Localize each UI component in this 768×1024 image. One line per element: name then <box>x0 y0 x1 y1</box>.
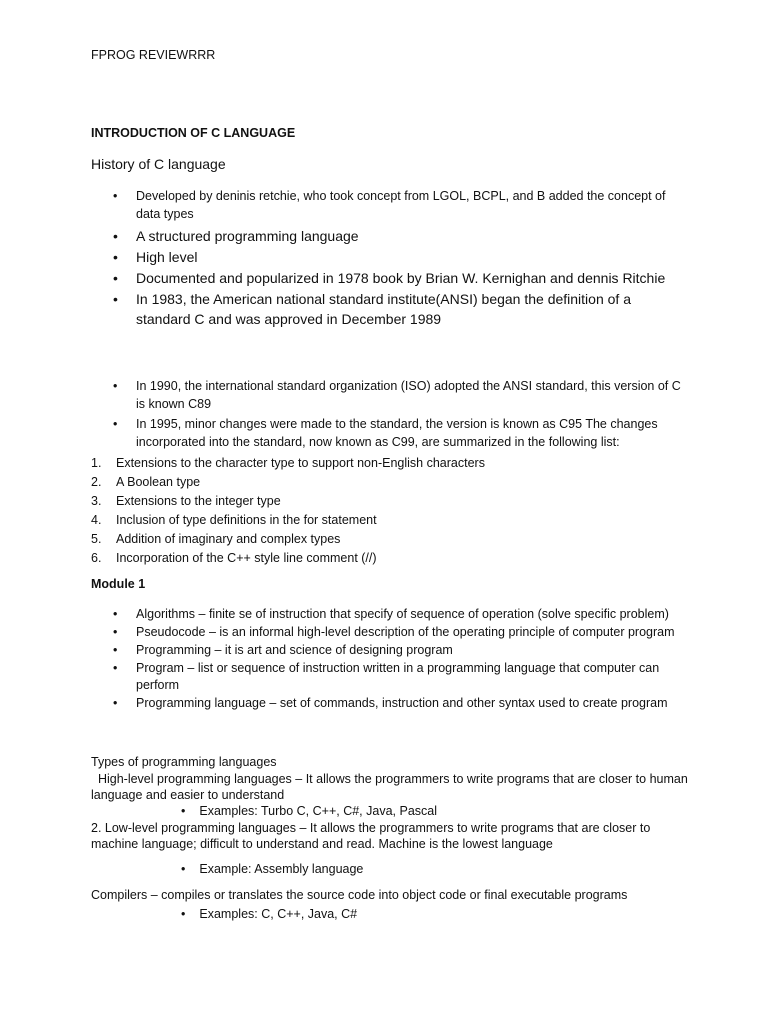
list-item <box>91 454 691 472</box>
high-level-example <box>181 804 437 818</box>
compilers-paragraph: Compilers – compiles or translates the source code into object code or final executable programs <box>91 888 628 902</box>
module-list <box>91 606 681 713</box>
low-level-paragraph: 2. Low-level programming languages – It allows the programmers to write programs that are closer to machine language; difficult to understand and read. Machine is the lowest language <box>91 821 651 851</box>
list-item <box>91 473 691 491</box>
list-item: • Documented and popularized in 1978 book by Brian W. Kernighan and dennis Ritchie <box>91 268 681 288</box>
list-item: • In 1995, minor changes were made to the standard, the version is known as C95 The changes incorporated into the standard, now known as C99, are summarized in the following list: <box>91 415 681 451</box>
list-text: Extensions to the character type to support non-English characters <box>116 456 485 470</box>
example-text: Example: Assembly language <box>199 862 364 876</box>
compilers-example <box>181 907 357 921</box>
list-text: Inclusion of type definitions in the for statement <box>116 513 377 527</box>
list-number: 2. <box>91 475 102 489</box>
list-item: • High level <box>91 247 681 267</box>
list-item: • Program – list or sequence of instruction written in a programming language that computer can perform <box>91 660 681 694</box>
intro-heading: INTRODUCTION OF C LANGUAGE <box>91 126 296 140</box>
list-item: • In 1990, the international standard organization (ISO) adopted the ANSI standard, this version of C is known C89 <box>91 377 681 413</box>
low-level-example <box>181 862 363 876</box>
list-text: A Boolean type <box>116 475 201 489</box>
history-heading: History of C language <box>91 156 226 172</box>
history-list-continued <box>91 377 681 453</box>
list-item: • Algorithms – finite se of instruction that specify of sequence of operation (solve specific problem) <box>91 606 681 623</box>
list-item <box>91 549 691 567</box>
list-item <box>91 511 691 529</box>
high-level-paragraph: High-level programming languages – It allows the programmers to write programs that are closer to human language and easier to understand <box>91 772 692 802</box>
list-item: • Pseudocode – is an informal high-level description of the operating principle of computer program <box>91 624 681 641</box>
history-list <box>91 187 681 330</box>
list-item <box>91 530 691 548</box>
list-number: 6. <box>91 551 102 565</box>
c99-changes-list <box>91 454 691 568</box>
document-header: FPROG REVIEWRRR <box>91 48 216 62</box>
list-number: 4. <box>91 513 102 527</box>
list-text: Addition of imaginary and complex types <box>116 532 341 546</box>
list-item: • Developed by deninis retchie, who took concept from LGOL, BCPL, and B added the concept of data types <box>91 187 681 223</box>
list-text: Incorporation of the C++ style line comment (//) <box>116 551 377 565</box>
module-heading: Module 1 <box>91 577 146 591</box>
list-item: • Programming – it is art and science of designing program <box>91 642 681 659</box>
list-item: • A structured programming language <box>91 226 681 246</box>
list-number: 1. <box>91 456 102 470</box>
list-number: 3. <box>91 494 102 508</box>
list-number: 5. <box>91 532 102 546</box>
list-item <box>91 492 691 510</box>
list-item: • Programming language – set of commands, instruction and other syntax used to create program <box>91 695 681 712</box>
example-text: Examples: C, C++, Java, C# <box>199 907 358 921</box>
list-text: Extensions to the integer type <box>116 494 281 508</box>
example-text: Examples: Turbo C, C++, C#, Java, Pascal <box>199 804 437 818</box>
types-heading: Types of programming languages <box>91 755 277 769</box>
list-item: • In 1983, the American national standard institute(ANSI) began the definition of a standard C and was approved in December 1989 <box>91 289 681 329</box>
